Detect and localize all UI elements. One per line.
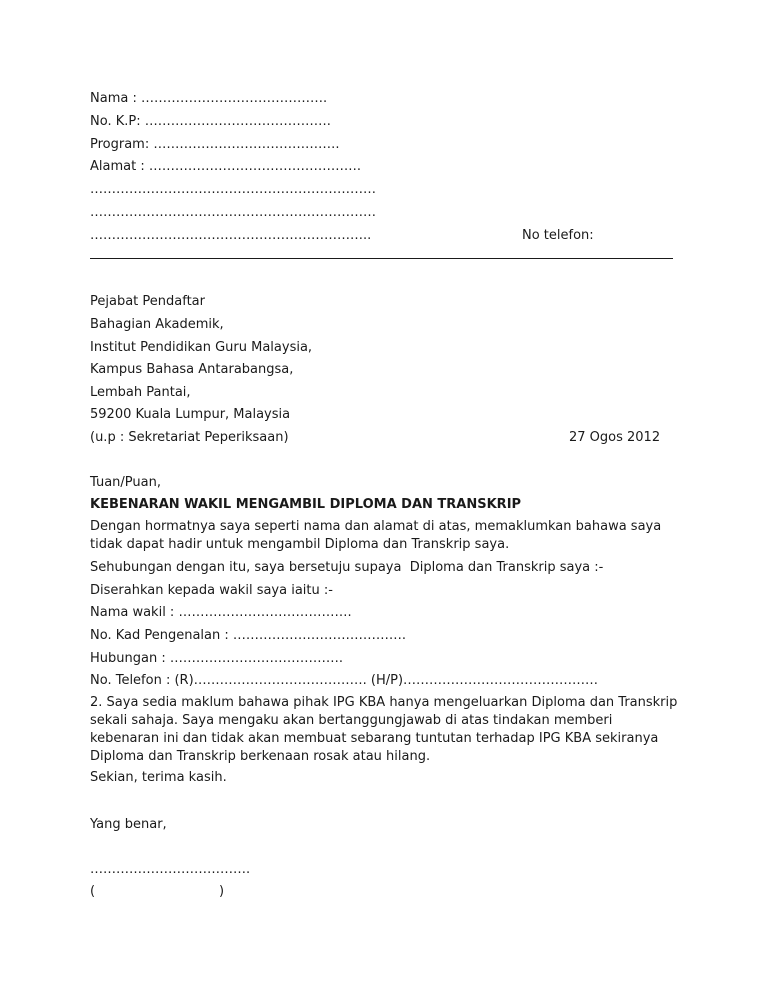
applicant-address-line-2: ………………………………………………………… [90, 182, 376, 197]
proxy-name-field: Nama wakil : …………………………………. [90, 605, 352, 620]
applicant-address-line-3: ………………………………………………………… [90, 205, 376, 220]
applicant-ic-field: No. K.P: ……………………………………. [90, 114, 331, 129]
applicant-name-field: Nama : ……………………………………. [90, 91, 328, 106]
closing-text: Sekian, terima kasih. [90, 770, 227, 785]
signoff-label: Yang benar, [90, 817, 167, 832]
body-paragraph-4: 2. Saya sedia maklum bahawa pihak IPG KBA hanya mengeluarkan Diploma dan Transkrip sekali sahaja. Saya mengaku akan bertanggungjawab di atas tindakan memberi kebenaran ini dan tidak akan membuat sebarang tuntutan terhadap IPG KBA sekiranya Diploma dan Transkrip berkenaan rosak atau hilang. [90, 695, 678, 764]
recipient-line-3: Institut Pendidikan Guru Malaysia, [90, 340, 313, 355]
applicant-address-field: Alamat : …………………………………………. [90, 159, 361, 174]
recipient-attention: (u.p : Sekretariat Peperiksaan) [90, 430, 289, 445]
applicant-program-field: Program: ……………………………………. [90, 137, 340, 152]
body-paragraph-2: Sehubungan dengan itu, saya bersetuju supaya Diploma dan Transkrip saya :- [90, 560, 604, 575]
proxy-ic-field: No. Kad Pengenalan : …………………………………. [90, 628, 407, 643]
recipient-line-4: Kampus Bahasa Antarabangsa, [90, 362, 294, 377]
proxy-phone-field: No. Telefon : (R)…………………………………. (H/P)……………………………………… [90, 673, 599, 688]
applicant-phone-label: No telefon: [522, 228, 594, 243]
body-paragraph-1: Dengan hormatnya saya seperti nama dan alamat di atas, memaklumkan bahawa saya tidak dapat hadir untuk mengambil Diploma dan Transkrip saya. [90, 519, 662, 552]
letter-date: 27 Ogos 2012 [569, 430, 661, 445]
recipient-line-1: Pejabat Pendaftar [90, 294, 205, 309]
letter-subject: KEBENARAN WAKIL MENGAMBIL DIPLOMA DAN TRANSKRIP [90, 497, 522, 512]
applicant-address-line-4: ……………………………………………………….. [90, 228, 372, 243]
proxy-relationship-field: Hubungan : …………………………………. [90, 651, 343, 666]
signature-line: ………………………………. [90, 862, 251, 877]
recipient-line-5: Lembah Pantai, [90, 385, 191, 400]
recipient-line-6: 59200 Kuala Lumpur, Malaysia [90, 407, 291, 422]
body-paragraph-3: Diserahkan kepada wakil saya iaitu :- [90, 583, 333, 598]
header-divider [90, 258, 673, 259]
signatory-name-placeholder: ( ) [90, 884, 225, 899]
recipient-line-2: Bahagian Akademik, [90, 317, 224, 332]
salutation: Tuan/Puan, [90, 475, 161, 490]
